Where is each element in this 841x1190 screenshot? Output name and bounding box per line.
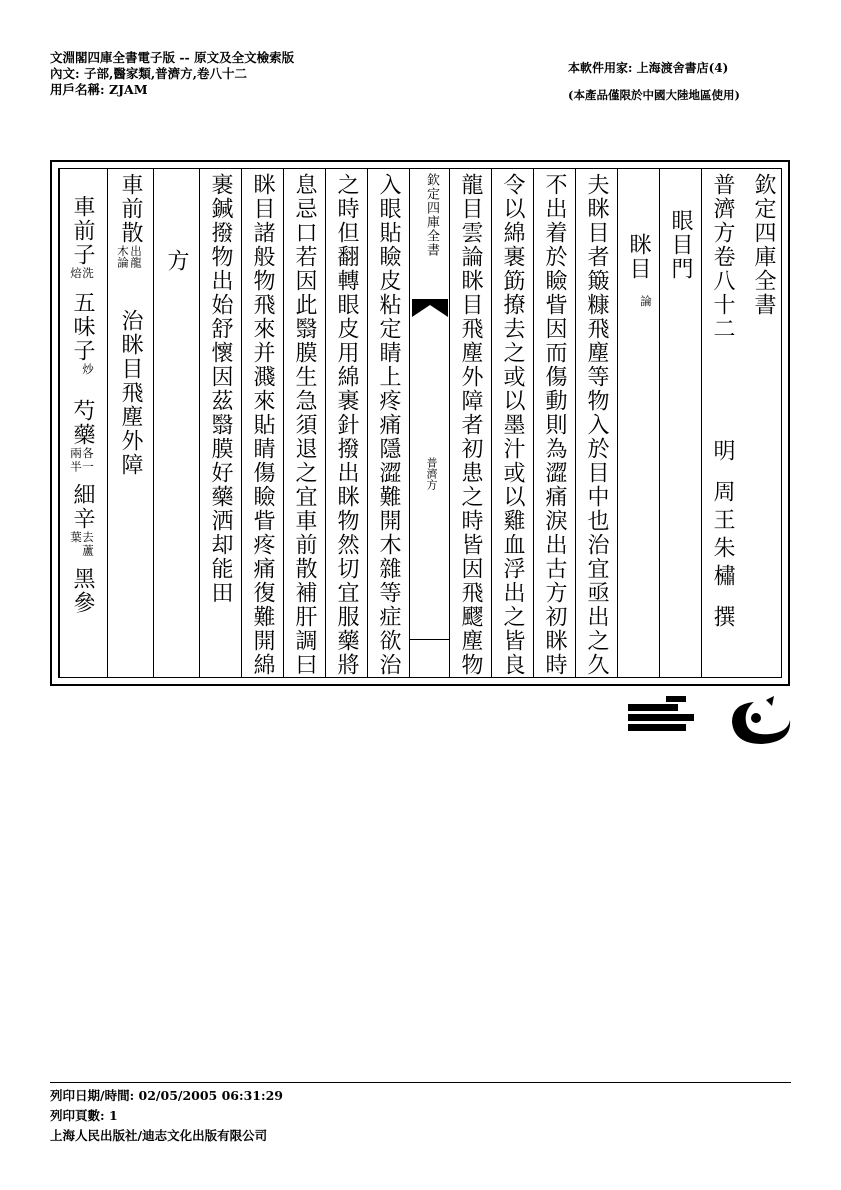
footer-divider [50, 1082, 791, 1083]
volume-title: 普濟方卷八十二 [710, 173, 735, 341]
column-11 [325, 169, 368, 677]
author-line: 明 周王朱橚 撰 [710, 439, 735, 633]
prescription-indication: 治眯目飛塵外障 [118, 309, 143, 477]
column-16 [107, 169, 154, 677]
header-right [568, 55, 740, 109]
book-page-inner [58, 168, 782, 678]
column-1 [743, 169, 785, 677]
ingredient-5: 黑參 [70, 567, 95, 615]
ingredient-4: 細辛 [70, 483, 95, 531]
column-17 [59, 169, 108, 677]
text-line: 息忌口若因此翳膜生急須退之宜車前散補肝調曰 [292, 173, 317, 677]
print-pages: 列印頁數: 1 [50, 1108, 118, 1123]
ingredient-1-note: 洗焙 [69, 267, 95, 281]
column-10 [367, 169, 410, 677]
dizhi-logo-icon [722, 692, 794, 748]
center-fold [409, 169, 450, 677]
ingredient-1: 車前子 [70, 195, 95, 267]
footer [50, 1086, 283, 1146]
text-line: 夫眯目者簸糠飛塵等物入於目中也治宜亟出之久 [584, 173, 609, 677]
book-page [50, 160, 790, 686]
text-line: 入眼貼瞼皮粘定睛上疼痛隱澀難開木雜等症欲治 [376, 173, 401, 677]
prescription-source: 出龍木論 [116, 245, 143, 268]
fold-divider [410, 639, 450, 640]
publisher-logo-icon [626, 692, 698, 742]
ingredient-3-note: 各一兩半 [69, 447, 95, 474]
column-13 [241, 169, 284, 677]
prescription-name: 車前散 [118, 173, 143, 245]
column-14 [199, 169, 242, 677]
formula-heading: 方 [164, 249, 189, 273]
header-edition: 文淵閣四庫全書電子版 -- 原文及全文檢索版 [50, 50, 295, 65]
header-left [50, 50, 294, 98]
publisher: 上海人民出版社/迪志文化出版有限公司 [50, 1128, 268, 1143]
ingredient-list [70, 195, 94, 615]
print-datetime: 列印日期/時間: 02/05/2005 06:31:29 [50, 1088, 284, 1103]
fold-title: 欽定四庫全書 [424, 173, 439, 257]
column-5 [575, 169, 618, 677]
header-section: 內文: 子部,醫家類,普濟方,卷八十二 [50, 66, 248, 81]
header-notice: (本產品僅限於中國大陸地區使用) [568, 88, 740, 102]
book-title: 欽定四庫全書 [751, 173, 776, 317]
ingredient-2-note: 炒 [81, 363, 95, 377]
column-4 [617, 169, 660, 677]
subsection-note: 論 [639, 295, 653, 307]
fishtail-mark [412, 299, 448, 317]
column-8 [449, 169, 492, 677]
column-15 [153, 169, 200, 677]
text-line: 之時但翻轉眼皮用綿裹針撥出眯物然切宜服藥將 [334, 173, 359, 677]
column-3 [659, 169, 702, 677]
column-6 [533, 169, 576, 677]
ingredient-3: 芍藥 [70, 399, 95, 447]
subsection-title: 眯目 [626, 233, 651, 281]
fold-book-name: 普濟方 [425, 457, 438, 490]
column-7 [491, 169, 534, 677]
header-licensee: 本軟件用家: 上海渡舍書店(4) [568, 61, 729, 75]
section-title: 眼目門 [668, 209, 693, 281]
column-2 [701, 169, 744, 677]
text-line: 令以綿裹筯撩去之或以墨汁或以雞血浮出之皆良 [500, 173, 525, 677]
header-user: 用戶名稱: ZJAM [50, 82, 148, 97]
ingredient-2: 五味子 [70, 291, 95, 363]
ingredient-4-note: 去蘆葉 [69, 531, 95, 558]
text-line: 眯目諸般物飛來并濺來貼睛傷瞼眥疼痛復難開綿 [250, 173, 275, 677]
text-line: 不出着於瞼眥因而傷動則為澀痛淚出古方初眯時 [542, 173, 567, 677]
text-line: 龍目雲論眯目飛塵外障者初患之時皆因飛飂塵物 [458, 173, 483, 677]
text-line: 裹鍼撥物出始舒懷因茲翳膜好藥洒却能田 [208, 173, 233, 605]
column-12 [283, 169, 326, 677]
